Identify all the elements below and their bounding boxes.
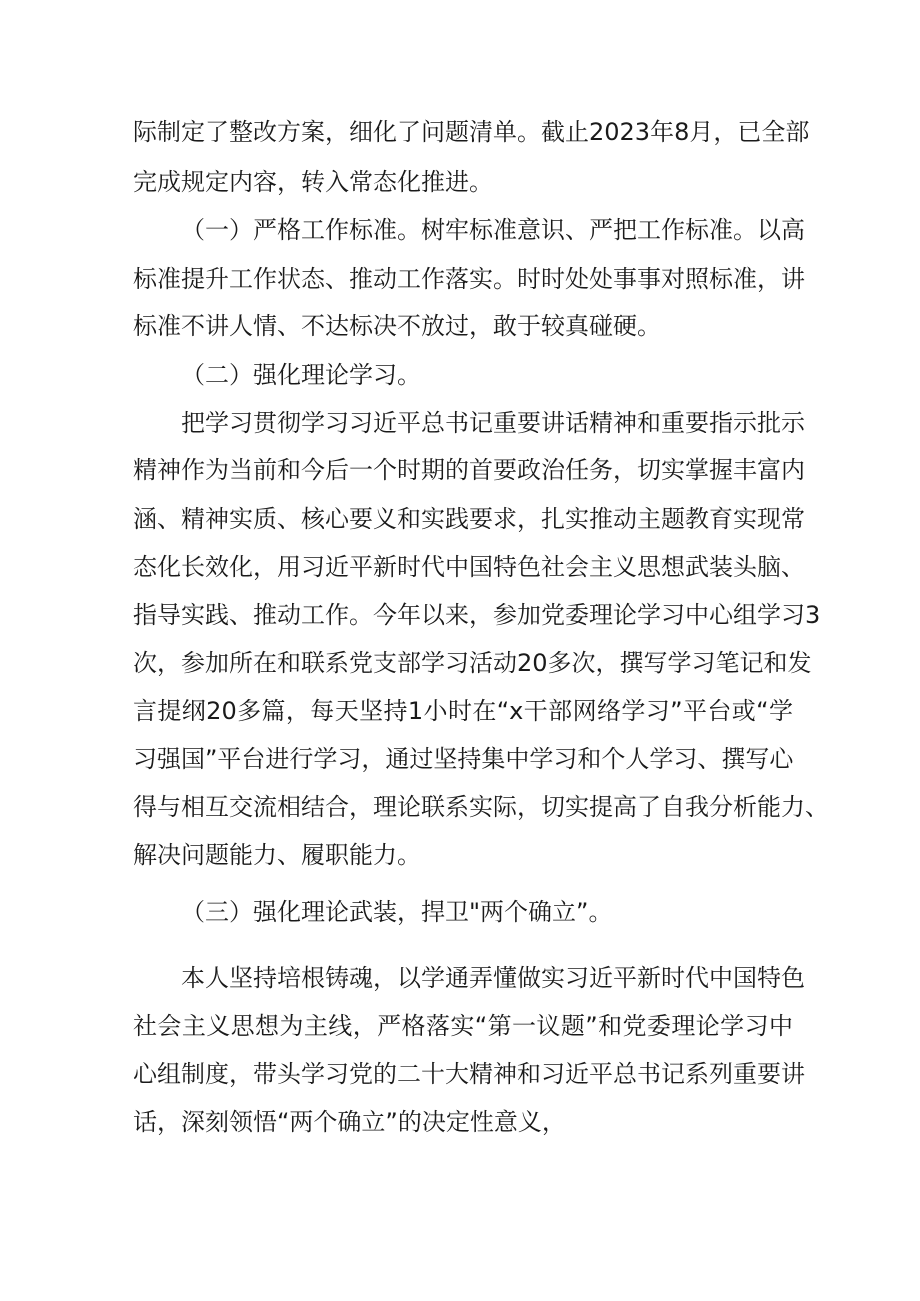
- paragraph-line: 心组制度，带头学习党的二十大精神和习近平总书记系列重要讲: [133, 1060, 805, 1088]
- paragraph-line: 标准提升工作状态、推动工作落实。时时处处事事对照标准，讲: [133, 265, 805, 293]
- paragraph-line: 话，深刻领悟“两个确立”的决定性意义，: [133, 1108, 566, 1136]
- paragraph-line: 习强国”平台进行学习，通过坚持集中学习和个人学习、撰写心: [133, 745, 794, 773]
- paragraph-line: 完成规定内容，转入常态化推进。: [133, 168, 493, 196]
- paragraph-line: 精神作为当前和今后一个时期的首要政治任务，切实掌握丰富内: [133, 456, 805, 484]
- paragraph-line: 把学习贯彻学习习近平总书记重要讲话精神和重要指示批示: [181, 409, 805, 437]
- paragraph-line: 本人坚持培根铸魂，以学通弄懂做实习近平新时代中国特色: [181, 964, 805, 992]
- paragraph-line: 解决问题能力、履职能力。: [133, 841, 421, 869]
- paragraph-line: 言提纲20多篇，每天坚持1小时在“x干部网络学习”平台或“学: [133, 697, 793, 725]
- section-heading: （三）强化理论武装，捍卫"两个确立”。: [181, 898, 613, 926]
- paragraph-line: 得与相互交流相结合，理论联系实际，切实提高了自我分析能力、: [133, 793, 829, 821]
- paragraph-line: 社会主义思想为主线，严格落实“第一议题”和党委理论学习中: [133, 1012, 793, 1040]
- section-heading: （二）强化理论学习。: [181, 361, 421, 389]
- paragraph-line: 次，参加所在和联系党支部学习活动20多次，撰写学习笔记和发: [133, 649, 812, 677]
- paragraph-line: 际制定了整改方案，细化了问题清单。截止2023年8月，已全部: [133, 118, 810, 146]
- section-heading-line: （一）严格工作标准。树牢标准意识、严把工作标准。以高: [181, 216, 805, 244]
- paragraph-line: 态化长效化，用习近平新时代中国特色社会主义思想武装头脑、: [133, 553, 805, 581]
- paragraph-line: 涵、精神实质、核心要义和实践要求，扎实推动主题教育实现常: [133, 505, 805, 533]
- paragraph-line: 指导实践、推动工作。今年以来，参加党委理论学习中心组学习3: [133, 601, 821, 629]
- paragraph-line: 标准不讲人情、不达标决不放过，敢于较真碰硬。: [133, 312, 661, 340]
